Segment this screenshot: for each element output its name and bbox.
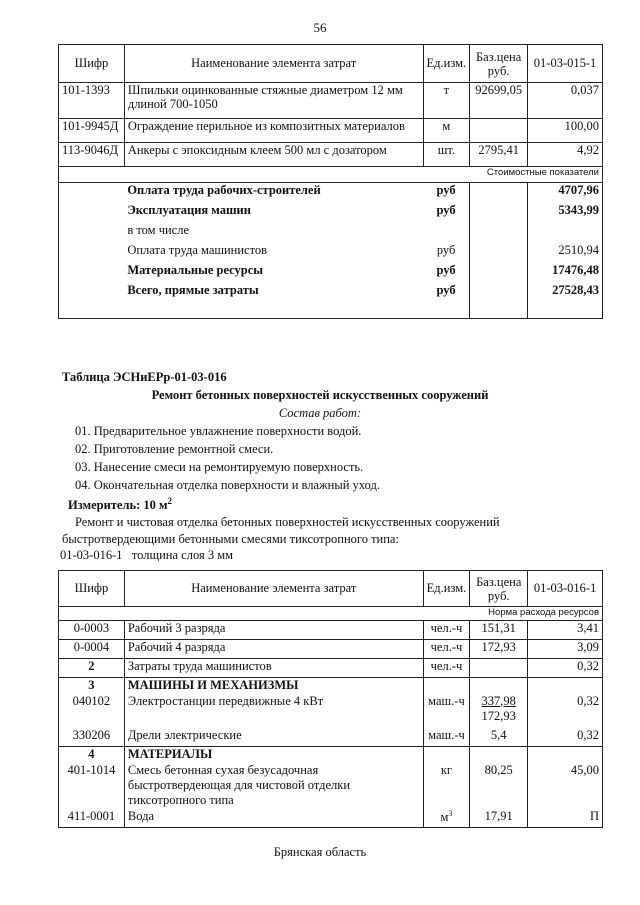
summary-value: 27528,43 <box>528 283 603 319</box>
table-row <box>59 763 603 809</box>
group-number: 4 <box>59 747 125 763</box>
row-name: Анкеры с эпоксидным клеем 500 мл с дозатором <box>124 143 423 167</box>
header-norm: 01-03-015-1 <box>528 45 603 83</box>
page-number: 56 <box>313 20 327 35</box>
row-name: Дрели электрические <box>124 728 423 747</box>
row-norm: 4,92 <box>528 143 603 167</box>
work-item: 03. Нанесение смеси на ремонтируемую поверхность. <box>75 460 364 474</box>
row-unit: чел.-ч <box>423 621 470 640</box>
work-item: 04. Окончательная отделка поверхности и влажный уход. <box>75 478 380 492</box>
row-code: 330206 <box>59 728 125 747</box>
resource-table-1 <box>58 44 603 319</box>
summary-value: 4707,96 <box>528 183 603 203</box>
row-price: 80,25 <box>470 763 528 809</box>
row-unit <box>423 809 470 828</box>
table-row <box>59 659 603 678</box>
row-name: Затраты труда машинистов <box>124 659 423 678</box>
meter-text: Измеритель: 10 м <box>68 498 168 513</box>
item-text: толщина слоя 3 мм <box>131 548 234 562</box>
row-name: Электростанции передвижные 4 кВт <box>124 694 423 728</box>
header-unit: Ед.изм. <box>423 45 470 83</box>
row-name: Шпильки оцинкованные стяжные диаметром 12 мм длиной 700-1050 <box>124 83 423 119</box>
row-price: 172,93 <box>470 640 528 659</box>
row-unit: т <box>423 83 470 119</box>
summary-unit: руб <box>423 283 470 319</box>
summary-unit: руб <box>436 202 456 217</box>
row-name: Смесь бетонная сухая безусадочная быстротвердеющая для чистовой отделки тиксотропного типа <box>124 763 423 809</box>
summary-value: 2510,94 <box>528 243 603 263</box>
row-name: Ограждение перильное из композитных материалов <box>124 119 423 143</box>
row-name: Вода <box>124 809 423 828</box>
row-norm: 0,32 <box>528 659 603 678</box>
row-norm: 100,00 <box>528 119 603 143</box>
row-price: 2795,41 <box>470 143 528 167</box>
row-price: 17,91 <box>470 809 528 828</box>
row-price <box>470 694 528 728</box>
table-title: Таблица ЭСНиЕРр-01-03-016 <box>62 370 227 384</box>
row-norm: 45,00 <box>528 763 603 809</box>
summary-name: в том числе <box>127 222 190 237</box>
summary-name: Оплата труда рабочих-строителей <box>124 183 423 203</box>
section-heading: Ремонт бетонных поверхностей искусственных сооружений <box>151 388 489 402</box>
row-norm: 3,09 <box>528 640 603 659</box>
summary-unit: руб <box>436 262 456 277</box>
row-norm: П <box>528 809 603 828</box>
row-code: 113-9046Д <box>59 143 125 167</box>
row-norm: 0,32 <box>528 694 603 728</box>
table-row <box>59 640 603 659</box>
header-code: Шифр <box>59 45 125 83</box>
unit-sup: 3 <box>448 808 453 818</box>
summary-name: Всего, прямые затраты <box>124 283 423 319</box>
footer-region: Брянская область <box>273 845 367 859</box>
summary-value: 5343,99 <box>528 203 603 223</box>
meter-label <box>68 496 172 513</box>
table-row <box>59 728 603 747</box>
table-row <box>59 143 603 167</box>
row-unit: чел.-ч <box>423 659 470 678</box>
header-price: Баз.цена руб. <box>470 45 528 83</box>
table-row <box>59 83 603 119</box>
row-unit: шт. <box>423 143 470 167</box>
row-name: Рабочий 3 разряда <box>124 621 423 640</box>
summary-value: 17476,48 <box>528 263 603 283</box>
unit-text: м <box>440 809 449 824</box>
row-unit: чел.-ч <box>423 640 470 659</box>
row-code: 0-0003 <box>59 621 125 640</box>
summary-unit: руб <box>436 183 456 197</box>
summary-name: Оплата труда машинистов <box>127 242 268 257</box>
resource-table-2 <box>58 570 603 828</box>
section-label-cost: Стоимостные показатели <box>59 167 603 183</box>
header-unit: Ед.изм. <box>423 571 470 607</box>
row-norm: 3,41 <box>528 621 603 640</box>
row-code: 0-0004 <box>59 640 125 659</box>
table-row <box>59 809 603 828</box>
work-description: Ремонт и чистовая отделка бетонных поверхностей искусственных сооружений быстротвердеющими бетонными смесями тиксотропного типа: <box>62 515 500 546</box>
group-label: МАШИНЫ И МЕХАНИЗМЫ <box>124 678 423 694</box>
header-code: Шифр <box>59 571 125 607</box>
row-code: 101-9945Д <box>59 119 125 143</box>
summary-name: Эксплуатация машин <box>127 202 251 217</box>
row-code: 040102 <box>59 694 125 728</box>
row-unit: маш.-ч <box>423 728 470 747</box>
row-price: 5,4 <box>470 728 528 747</box>
price-secondary: 172,93 <box>481 708 516 723</box>
row-unit: м <box>423 119 470 143</box>
item-code: 01-03-016-1 <box>60 548 123 562</box>
row-norm: 0,32 <box>528 728 603 747</box>
header-name: Наименование элемента затрат <box>124 571 423 607</box>
header-price: Баз.цена руб. <box>470 571 528 607</box>
work-item: 01. Предварительное увлажнение поверхности водой. <box>75 424 362 438</box>
row-code: 411-0001 <box>59 809 125 828</box>
row-name: Рабочий 4 разряда <box>124 640 423 659</box>
header-name: Наименование элемента затрат <box>124 45 423 83</box>
table-row <box>59 621 603 640</box>
row-unit: маш.-ч <box>423 694 470 728</box>
group-label: МАТЕРИАЛЫ <box>124 747 423 763</box>
item-line <box>60 548 233 563</box>
row-price: 151,31 <box>470 621 528 640</box>
price-primary: 337,98 <box>481 693 516 708</box>
row-code: 2 <box>59 659 125 678</box>
table-row <box>59 119 603 143</box>
header-norm: 01-03-016-1 <box>528 571 603 607</box>
row-price <box>470 119 528 143</box>
row-unit: кг <box>423 763 470 809</box>
meter-sup: 2 <box>167 496 173 506</box>
summary-name: Материальные ресурсы <box>127 262 264 277</box>
summary-unit: руб <box>436 242 456 257</box>
row-price <box>470 659 528 678</box>
row-code: 101-1393 <box>59 83 125 119</box>
work-item: 02. Приготовление ремонтной смеси. <box>75 442 274 456</box>
composition-label: Состав работ: <box>278 406 362 420</box>
row-price: 92699,05 <box>470 83 528 119</box>
group-number: 3 <box>59 678 125 694</box>
row-norm: 0,037 <box>528 83 603 119</box>
norm-label: Норма расхода ресурсов <box>59 607 603 621</box>
row-code: 401-1014 <box>59 763 125 809</box>
table-row <box>59 694 603 728</box>
